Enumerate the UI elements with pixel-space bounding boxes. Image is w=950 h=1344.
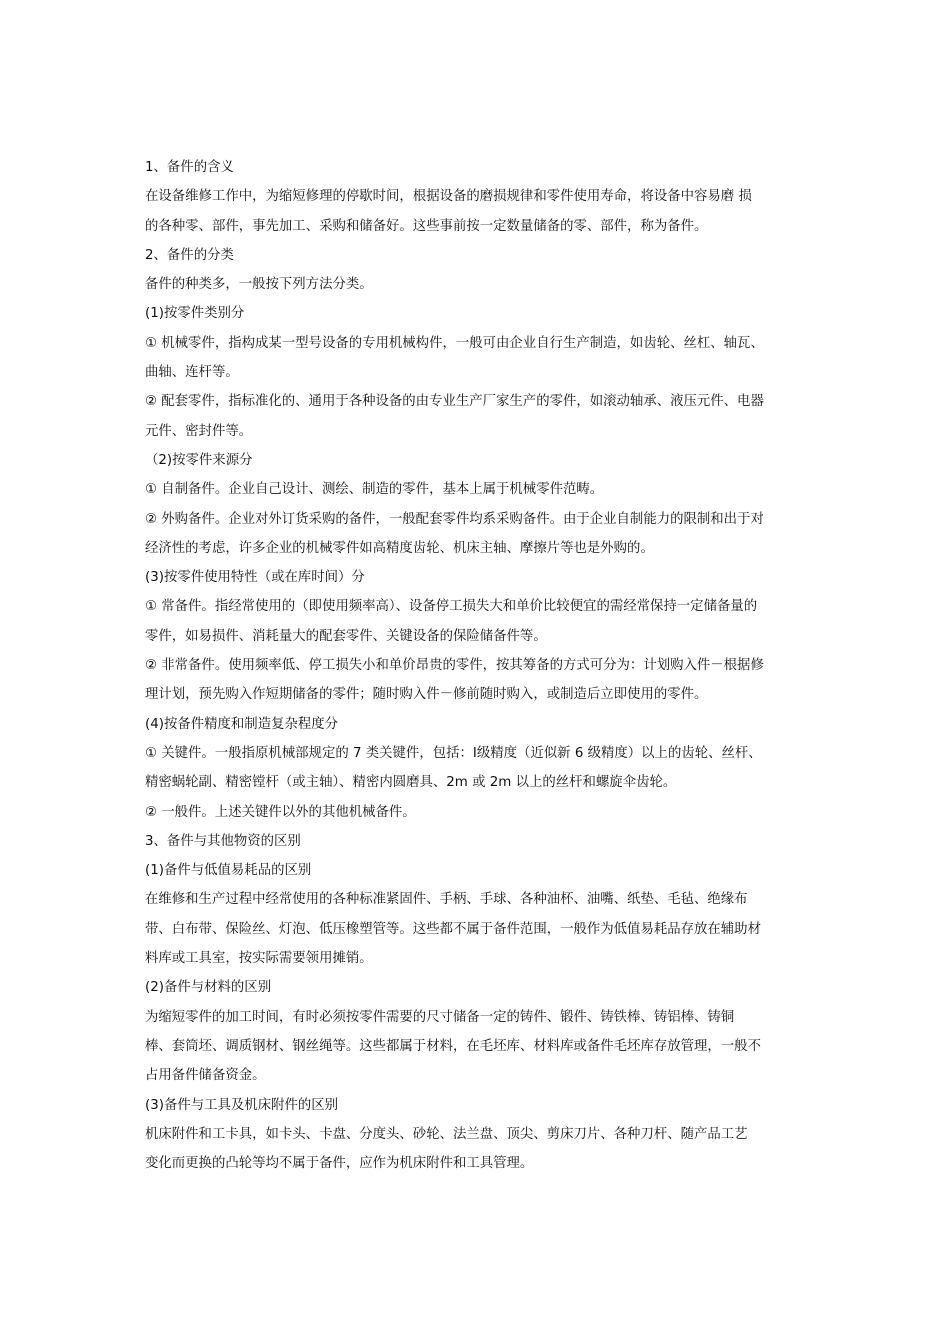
- list-item-line: ② 配套零件，指标准化的、通用于各种设备的由专业生产厂家生产的零件，如滚动轴承、液压元件、电器: [145, 394, 764, 410]
- list-item-line: 元件、密封件等。: [145, 423, 253, 439]
- list-item-line: 曲轴、连杆等。: [145, 365, 239, 381]
- paragraph-line: 棒、套筒坯、调质钢材、钢丝绳等。这些都属于材料，在毛坯库、材料库或备件毛坯库存放管理，一般不: [145, 1038, 761, 1054]
- list-item-line: 经济性的考虑，许多企业的机械零件如高精度齿轮、机床主轴、摩擦片等也是外购的。: [145, 540, 654, 556]
- subsection-heading: (3)按零件使用特性（或在库时间）分: [145, 570, 365, 586]
- paragraph-line: 在维修和生产过程中经常使用的各种标准紧固件、手柄、手球、各种油杯、油嘴、纸垫、毛毡、绝缘布: [145, 892, 748, 908]
- paragraph-line: 占用备件储备资金。: [145, 1068, 266, 1084]
- subsection-heading: (3)备件与工具及机床附件的区别: [145, 1097, 339, 1113]
- list-item-line: 理计划，预先购入作短期储备的零件；随时购入件－修前随时购入，或制造后立即使用的零件。: [145, 687, 708, 703]
- paragraph-line: 带、白布带、保险丝、灯泡、低压橡塑管等。这些都不属于备件范围，一般作为低值易耗品存放在辅助材: [145, 921, 761, 937]
- list-item-line: ② 一般件。上述关键件以外的其他机械备件。: [145, 804, 416, 820]
- list-item-line: 零件，如易损件、消耗量大的配套零件、关键设备的保险储备件等。: [145, 628, 547, 644]
- paragraph-line: 备件的种类多，一般按下列方法分类。: [145, 277, 373, 293]
- paragraph-line: 机床附件和工卡具，如卡头、卡盘、分度头、砂轮、法兰盘、顶尖、剪床刀片、各种刀杆、随产品工艺: [145, 1126, 748, 1142]
- section-heading-classification: 2、备件的分类: [145, 247, 234, 263]
- subsection-heading: （2)按零件来源分: [145, 452, 253, 468]
- list-item-line: ① 自制备件。企业自己设计、测绘、制造的零件，基本上属于机械零件范畴。: [145, 482, 604, 498]
- subsection-heading: (1)备件与低值易耗品的区别: [145, 863, 312, 879]
- subsection-heading: (4)按备件精度和制造复杂程度分: [145, 716, 339, 732]
- document-body: [145, 153, 810, 1178]
- paragraph-line: 为缩短零件的加工时间，有时必须按零件需要的尺寸储备一定的铸件、锻件、铸铁棒、铸铝棒、铸铜: [145, 1009, 735, 1025]
- list-item-line: ① 机械零件，指构成某一型号设备的专用机械构件，一般可由企业自行生产制造，如齿轮、丝杠、轴瓦、: [145, 335, 764, 351]
- section-heading-distinction: 3、备件与其他物资的区别: [145, 833, 301, 849]
- list-item-line: ① 常备件。指经常使用的（即使用频率高）、设备停工损失大和单价比较便宜的需经常保持一定储备量的: [145, 599, 758, 615]
- subsection-heading: (1)按零件类别分: [145, 306, 245, 322]
- paragraph-line: 料库或工具室，按实际需要领用摊销。: [145, 951, 373, 967]
- paragraph-line: 的各种零、部件，事先加工、采购和储备好。这些事前按一定数量储备的零、部件，称为备件。: [145, 218, 708, 234]
- paragraph-line: 在设备维修工作中，为缩短修理的停歇时间，根据设备的磨损规律和零件使用寿命，将设备中容易磨 损: [145, 189, 752, 205]
- list-item-line: ② 非常备件。使用频率低、停工损失小和单价昂贵的零件，按其筹备的方式可分为：计划购入件－根据修: [145, 658, 764, 674]
- list-item-line: 精密蜗轮副、精密镗杆（或主轴）、精密内圆磨具、2m 或 2m 以上的丝杆和螺旋伞齿轮。: [145, 775, 677, 791]
- subsection-heading: (2)备件与材料的区别: [145, 980, 272, 996]
- section-heading-definition: 1、备件的含义: [145, 160, 234, 175]
- paragraph-line: 变化而更换的凸轮等均不属于备件，应作为机床附件和工具管理。: [145, 1156, 534, 1172]
- list-item-line: ① 关键件。一般指原机械部规定的 7 类关键件，包括：Ⅰ级精度（近似新 6 级精度）以上的齿轮、丝杆、: [145, 745, 762, 761]
- list-item-line: ② 外购备件。企业对外订货采购的备件，一般配套零件均系采购备件。由于企业自制能力的限制和出于对: [145, 511, 764, 527]
